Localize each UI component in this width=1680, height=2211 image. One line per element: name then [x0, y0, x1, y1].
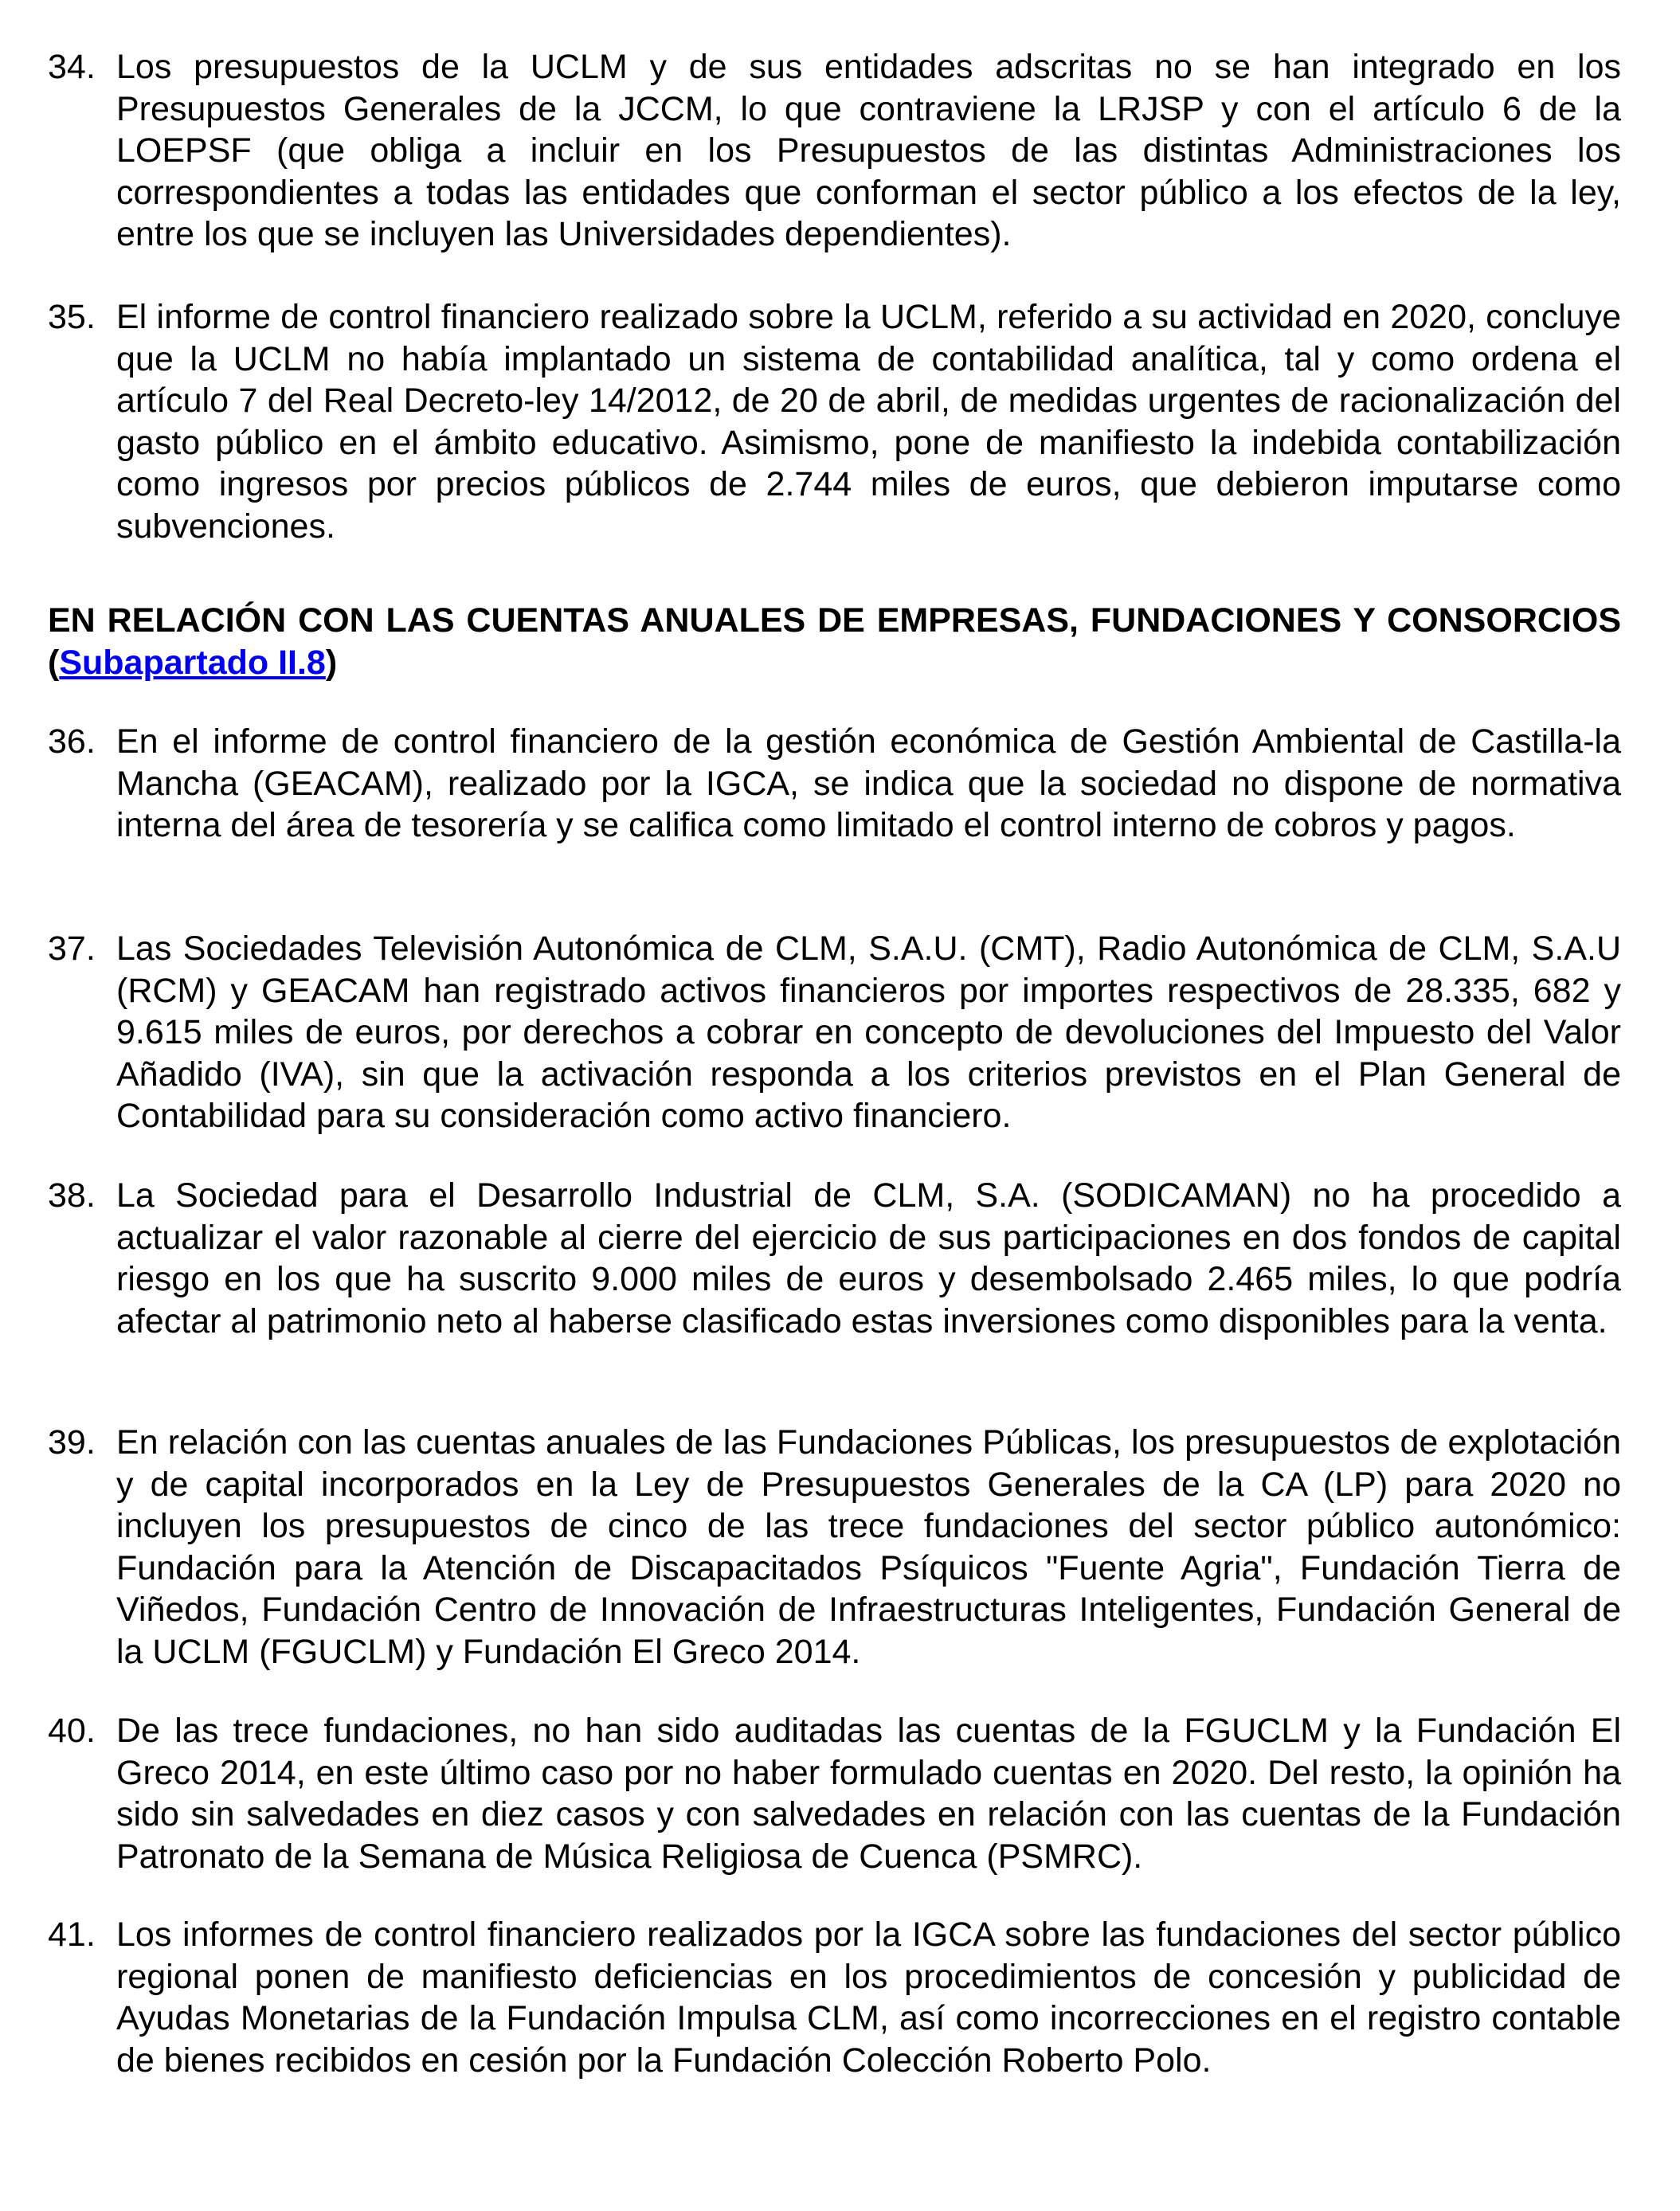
paragraph-text: En el informe de control financiero de la gestión económica de Gestión Ambiental de Castilla-la Mancha (GEACAM), realizado por la IGCA, se indica que la sociedad no dispone de normativa interna del área de tesorería y se califica como limitado el control interno de cobros y pagos.	[116, 722, 1621, 844]
paragraph-number: 38.	[48, 1176, 96, 1215]
paragraph-number: 41.	[48, 1916, 96, 1954]
paragraph-number: 39.	[48, 1423, 96, 1462]
section-heading-close: )	[325, 643, 338, 682]
paragraph-text: La Sociedad para el Desarrollo Industrial de CLM, S.A. (SODICAMAN) no ha procedido a actualizar el valor razonable al cierre del ejercicio de sus participaciones en dos fondos de capital riesgo en los que ha suscrito 9.000 miles de euros y desembolsado 2.465 miles, lo que podría afectar al patrimonio neto al haberse clasificado estas inversiones como disponibles para la venta.	[116, 1176, 1621, 1340]
paragraph-text: Las Sociedades Televisión Autonómica de CLM, S.A.U. (CMT), Radio Autonómica de CLM, S.A.U (RCM) y GEACAM han registrado activos financieros por importes respectivos de 28.335, 682 y 9.615 miles de euros, por derechos a cobrar en concepto de devoluciones del Impuesto del Valor Añadido (IVA), sin que la activación responda a los criterios previstos en el Plan General de Contabilidad para su consideración como activo financiero.	[116, 929, 1621, 1135]
paragraph-number: 35.	[48, 298, 96, 336]
paragraph-text: En relación con las cuentas anuales de las Fundaciones Públicas, los presupuestos de explotación y de capital incorporados en la Ley de Presupuestos Generales de la CA (LP) para 2020 no incluyen los presupuestos de cinco de las trece fundaciones del sector público autonómico: Fundación para la Atención de Discapacitados Psíquicos "Fuente Agria", Fundación Tierra de Viñedos, Fundación Centro de Innovación de Infraestructuras Inteligentes, Fundación General de la UCLM (FGUCLM) y Fundación El Greco 2014.	[116, 1423, 1621, 1671]
paragraph-number: 40.	[48, 1712, 96, 1750]
paragraph-text: Los presupuestos de la UCLM y de sus entidades adscritas no se han integrado en los Presupuestos Generales de la JCCM, lo que contraviene la LRJSP y con el artículo 6 de la LOEPSF (que obliga a incluir en los Presupuestos de las distintas Administraciones los correspondientes a todas las entidades que conforman el sector público a los efectos de la ley, entre los que se incluyen las Universidades dependientes).	[116, 48, 1621, 253]
section-heading	[48, 600, 1621, 683]
paragraph-number: 34.	[48, 48, 96, 86]
paragraph-number: 37.	[48, 929, 96, 968]
paragraph-text: De las trece fundaciones, no han sido auditadas las cuentas de la FGUCLM y la Fundación El Greco 2014, en este último caso por no haber formulado cuentas en 2020. Del resto, la opinión ha sido sin salvedades en diez casos y con salvedades en relación con las cuentas de la Fundación Patronato de la Semana de Música Religiosa de Cuenca (PSMRC).	[116, 1712, 1621, 1876]
subsection-link[interactable]: Subapartado II.8	[59, 643, 326, 682]
paragraph-text: El informe de control financiero realizado sobre la UCLM, referido a su actividad en 2020, concluye que la UCLM no había implantado un sistema de contabilidad analítica, tal y como ordena el artículo 7 del Real Decreto-ley 14/2012, de 20 de abril, de medidas urgentes de racionalización del gasto público en el ámbito educativo. Asimismo, pone de manifiesto la indebida contabilización como ingresos por precios públicos de 2.744 miles de euros, que debieron imputarse como subvenciones.	[116, 298, 1621, 546]
section-heading-text: EN RELACIÓN CON LAS CUENTAS ANUALES DE EMPRESAS, FUNDACIONES Y CONSORCIOS (	[48, 601, 1621, 682]
paragraph-text: Los informes de control financiero realizados por la IGCA sobre las fundaciones del sector público regional ponen de manifiesto deficiencias en los procedimientos de concesión y publicidad de Ayudas Monetarias de la Fundación Impulsa CLM, así como incorrecciones en el registro contable de bienes recibidos en cesión por la Fundación Colección Roberto Polo.	[116, 1916, 1621, 2080]
paragraph-number: 36.	[48, 722, 96, 761]
